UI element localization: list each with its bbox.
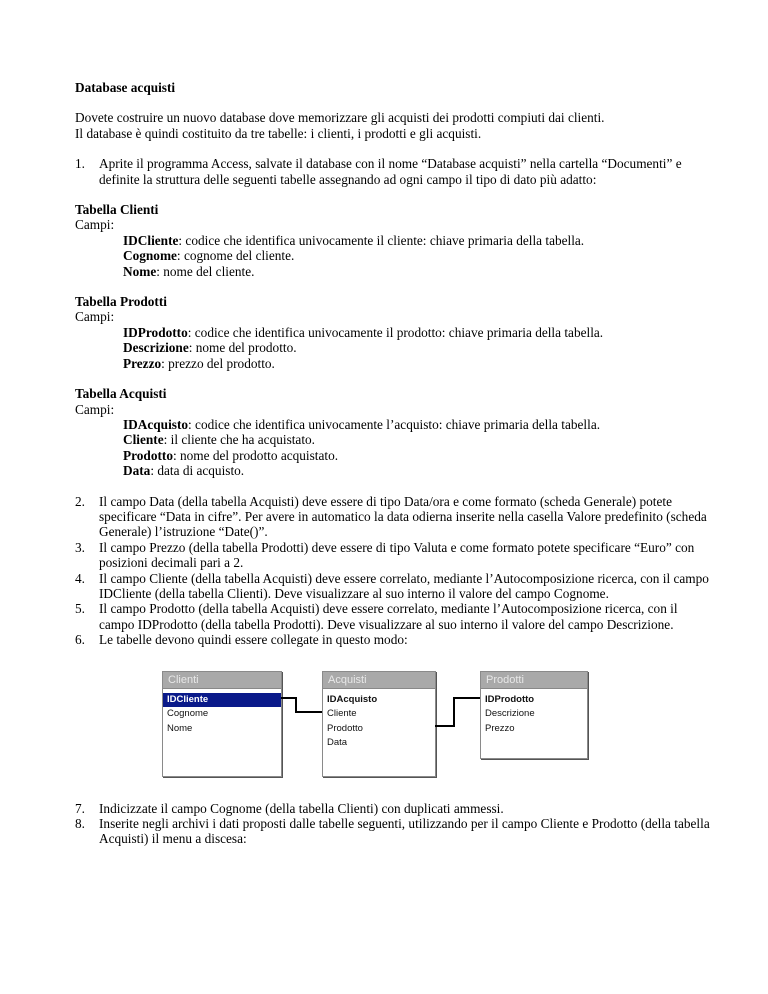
- table-box-clienti: [162, 671, 282, 777]
- step-text: Il campo Data (della tabella Acquisti) deve essere di tipo Data/ora e come formato (scheda Generale) potete specificare “Data in cifre”. Per avere in automatico la data odierna inserite nella casella Valore predefinito (scheda Generale) l’istruzione “Date()”.: [99, 493, 707, 540]
- table-clienti: [75, 202, 715, 279]
- step-number: 3.: [75, 539, 85, 555]
- step-number: 8.: [75, 816, 85, 831]
- field-name: Descrizione: [123, 340, 189, 356]
- field-desc: : data di acquisto.: [150, 463, 245, 479]
- field-idcliente: IDCliente: [163, 693, 281, 708]
- table-acquisti: [75, 386, 715, 478]
- document-title: Database acquisti: [75, 80, 176, 95]
- step-number: 2.: [75, 493, 85, 509]
- step-text: Il campo Prodotto (della tabella Acquisti) deve essere correlato, mediante l’Autocomposizione ricerca, con il campo IDProdotto (della tabella Prodotti). Deve visualizzare al suo interno il valore del campo Descrizione.: [99, 601, 678, 632]
- field-row: [123, 417, 715, 432]
- table-box-caption: Acquisti: [323, 672, 435, 688]
- relation-line-prodotti: [453, 697, 455, 727]
- field-desc: : prezzo del prodotto.: [161, 355, 275, 371]
- step-text: Aprite il programma Access, salvate il database con il nome “Database acquisti” nella cartella “Documenti” e definite la struttura delle seguenti tabelle assegnando ad ogni campo il tipo di dato più adatto:: [99, 156, 682, 187]
- table-box-caption: Prodotti: [481, 672, 587, 688]
- step-text: Il campo Prezzo (della tabella Prodotti) deve essere di tipo Valuta e come formato potete specificare “Euro” con posizioni decimali pari a 2.: [99, 539, 695, 571]
- step-number: 7.: [75, 800, 85, 816]
- field-row: [123, 248, 715, 263]
- field-desc: : il cliente che ha acquistato.: [163, 432, 316, 448]
- field-cognome: Cognome: [167, 708, 209, 720]
- step-text: Inserite negli archivi i dati proposti dalle tabelle seguenti, utilizzando per il campo Cliente e Prodotto (della tabella Acquisti) il menu a discesa:: [99, 816, 710, 847]
- field-name: Prezzo: [123, 355, 162, 371]
- field-name: Cliente: [123, 432, 164, 448]
- field-desc: : codice che identifica univocamente il prodotto: chiave primaria della tabella.: [187, 324, 604, 340]
- table-box-caption: Clienti: [163, 672, 281, 688]
- field-desc: : nome del cliente.: [156, 263, 255, 279]
- step-text: Indicizzate il campo Cognome (della tabella Clienti) con duplicati ammessi.: [99, 800, 504, 816]
- table-box-acquisti: [322, 671, 436, 777]
- step-2: [75, 494, 715, 540]
- field-desc: : codice che identifica univocamente il cliente: chiave primaria della tabella.: [178, 232, 585, 248]
- campi-label: Campi:: [75, 309, 115, 325]
- field-row: [123, 340, 715, 355]
- step-number: 5.: [75, 601, 85, 617]
- steps-list: [75, 494, 715, 648]
- relation-line-clienti: [281, 697, 295, 699]
- step-3: [75, 540, 715, 571]
- step-text: Il campo Cliente (della tabella Acquisti) deve essere correlato, mediante l’Autocomposizione ricerca, con il campo IDCliente (della tabella Clienti). Deve visualizzare al suo interno il valore del campo Cognome.: [99, 570, 709, 601]
- intro-line: Il database è quindi costituito da tre tabelle: i clienti, i prodotti e gli acquisti.: [75, 125, 482, 141]
- step-7: [75, 801, 715, 816]
- relationships-figure: [75, 669, 715, 779]
- field-desc: : nome del prodotto acquistato.: [172, 447, 339, 463]
- campi-label: Campi:: [75, 401, 115, 417]
- document-page: [75, 80, 715, 847]
- steps-list-after: [75, 801, 715, 847]
- table-box-prodotti: [480, 671, 588, 759]
- field-row: [123, 325, 715, 340]
- table-title: Tabella Prodotti: [75, 294, 167, 310]
- field-descrizione: Descrizione: [485, 708, 535, 720]
- step-number: 6.: [75, 632, 85, 648]
- step-4: [75, 571, 715, 602]
- field-desc: : nome del prodotto.: [188, 340, 297, 356]
- step-number: 4.: [75, 570, 85, 586]
- field-name: IDAcquisto: [123, 416, 189, 432]
- step-1: [75, 156, 715, 187]
- table-title: Tabella Acquisti: [75, 386, 167, 402]
- step-number: 1.: [75, 156, 85, 172]
- table-title: Tabella Clienti: [75, 202, 159, 218]
- field-cliente: Cliente: [327, 708, 357, 720]
- field-desc: : codice che identifica univocamente l’acquisto: chiave primaria della tabella.: [188, 416, 601, 432]
- field-name: IDProdotto: [123, 324, 188, 340]
- field-row: [123, 448, 715, 463]
- table-prodotti: [75, 294, 715, 371]
- field-idprodotto: IDProdotto: [485, 693, 535, 705]
- intro: [75, 110, 715, 141]
- field-row: [123, 233, 715, 248]
- field-row: [123, 356, 715, 371]
- intro-line: Dovete costruire un nuovo database dove memorizzare gli acquisti dei prodotti compiuti dai clienti.: [75, 110, 605, 126]
- field-name: Cognome: [123, 248, 177, 264]
- field-row: [123, 264, 715, 279]
- campi-label: Campi:: [75, 217, 115, 233]
- step-5: [75, 601, 715, 632]
- field-data: Data: [327, 737, 348, 749]
- field-prezzo: Prezzo: [485, 722, 515, 734]
- field-idacquisto: IDAcquisto: [327, 693, 378, 705]
- relation-line-clienti: [295, 711, 322, 713]
- field-name: Prodotto: [123, 447, 173, 463]
- step-8: [75, 816, 715, 847]
- field-prodotto: Prodotto: [327, 722, 363, 734]
- step-6: [75, 632, 715, 647]
- relation-line-prodotti: [453, 697, 480, 699]
- field-row: [123, 432, 715, 447]
- field-name: Data: [123, 463, 151, 479]
- relationships-diagram: [162, 669, 622, 779]
- field-row: [123, 463, 715, 478]
- relation-line-clienti: [295, 697, 297, 711]
- field-nome: Nome: [167, 722, 193, 734]
- step-text: Le tabelle devono quindi essere collegate in questo modo:: [99, 632, 408, 648]
- field-name: IDCliente: [123, 232, 179, 248]
- field-desc: : cognome del cliente.: [176, 248, 295, 264]
- relation-line-prodotti: [435, 725, 453, 727]
- field-name: Nome: [123, 263, 157, 279]
